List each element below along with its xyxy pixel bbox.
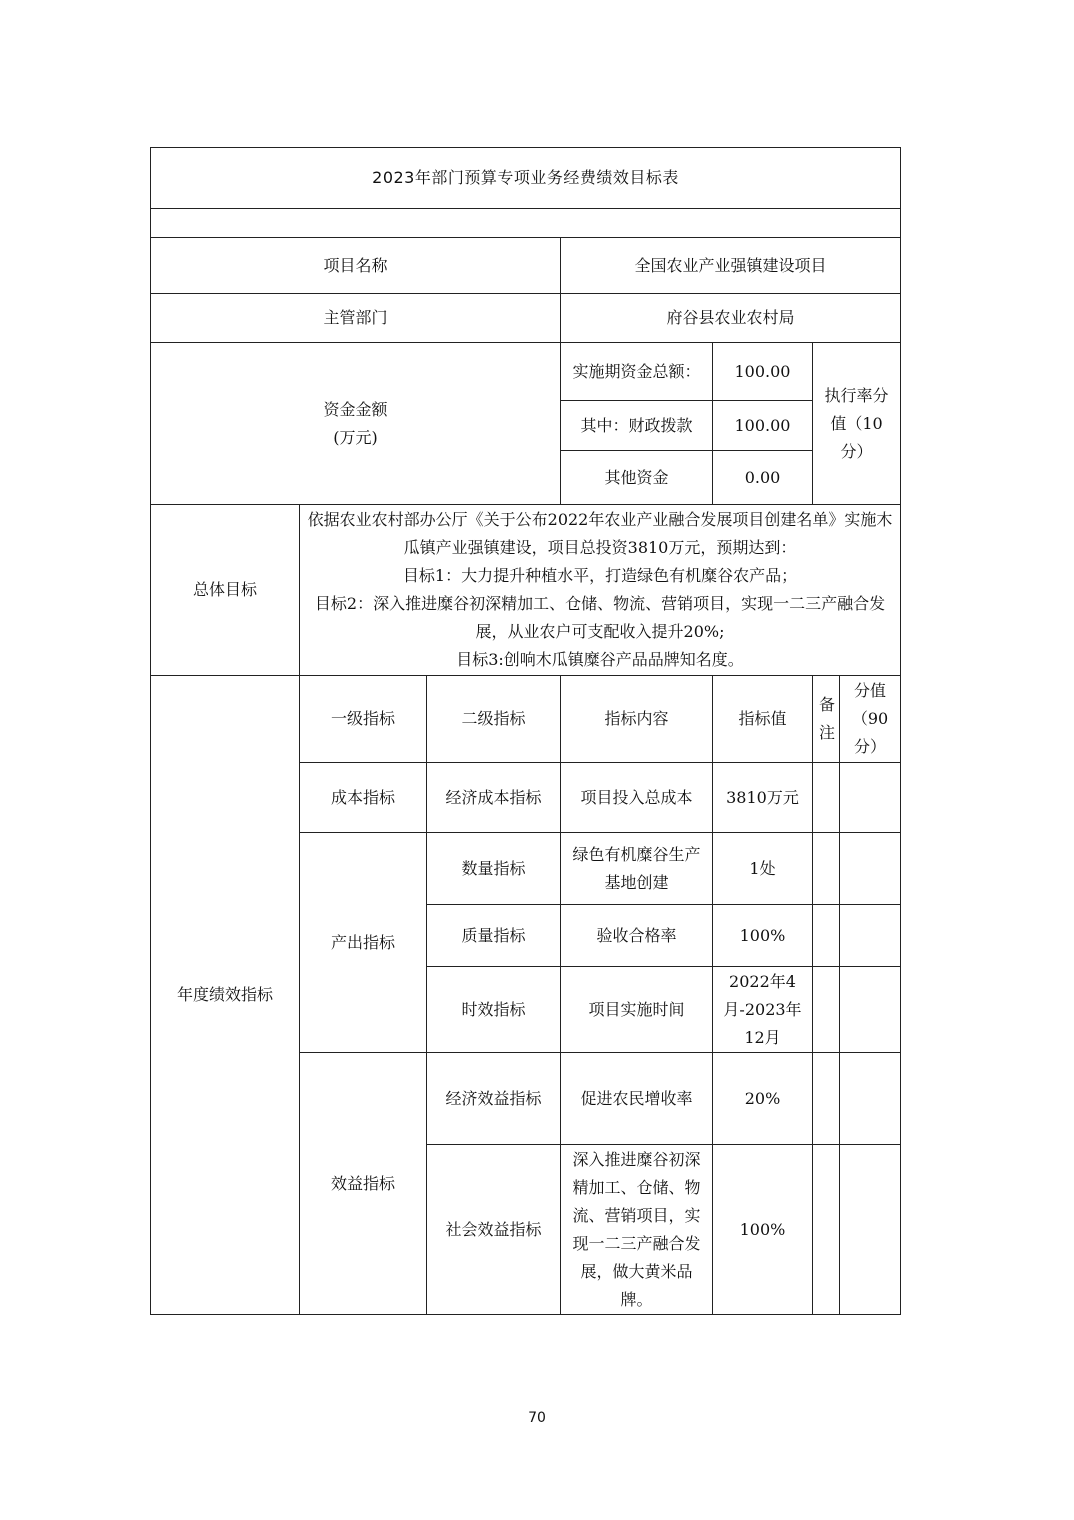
- department-value: 府谷县农业农村局: [561, 294, 901, 343]
- row-quantity-value: 1处: [713, 833, 813, 905]
- goal-2: 目标2：深入推进糜谷初深精加工、仓储、物流、营销项目，实现一二三产融合发展，从业农户可支配收入提升20%;: [314, 594, 886, 641]
- page-number: 70: [528, 1410, 546, 1426]
- row-social-note: [813, 1145, 840, 1315]
- header-value: 指标值: [713, 676, 813, 763]
- row-cost-level1: 成本指标: [300, 763, 427, 833]
- row-output-level1: 产出指标: [300, 833, 427, 1053]
- row-economic-level2: 经济效益指标: [427, 1053, 561, 1145]
- overall-goal-text: [300, 505, 901, 676]
- total-funds-value: 100.00: [713, 343, 813, 401]
- row-timeliness-score: [840, 967, 901, 1053]
- row-economic-note: [813, 1053, 840, 1145]
- goal-1: 目标1：大力提升种植水平，打造绿色有机糜谷农产品；: [402, 566, 798, 585]
- row-quantity-score: [840, 833, 901, 905]
- project-name-label: 项目名称: [151, 238, 561, 294]
- row-economic-value: 20%: [713, 1053, 813, 1145]
- row-cost-level2: 经济成本指标: [427, 763, 561, 833]
- other-funds-label: 其他资金: [561, 451, 713, 505]
- row-quantity-content: 绿色有机糜谷生产基地创建: [561, 833, 713, 905]
- overall-goal-label: 总体目标: [151, 505, 300, 676]
- row-social-score: [840, 1145, 901, 1315]
- row-timeliness-content: 项目实施时间: [561, 967, 713, 1053]
- header-note: 备注: [813, 676, 840, 763]
- row-social-level2: 社会效益指标: [427, 1145, 561, 1315]
- table-title: 2023年部门预算专项业务经费绩效目标表: [151, 148, 901, 209]
- funds-unit: (万元): [333, 427, 378, 447]
- funds-label: [151, 343, 561, 505]
- funds-label-text: 资金金额: [323, 399, 388, 419]
- row-quality-level2: 质量指标: [427, 905, 561, 967]
- row-timeliness-level2: 时效指标: [427, 967, 561, 1053]
- row-social-value: 100%: [713, 1145, 813, 1315]
- goal-intro: 依据农业农村部办公厅《关于公布2022年农业产业融合发展项目创建名单》实施木瓜镇产业强镇建设，项目总投资3810万元，预期达到：: [307, 510, 893, 557]
- header-level1: 一级指标: [300, 676, 427, 763]
- row-benefit-level1: 效益指标: [300, 1053, 427, 1315]
- header-level2: 二级指标: [427, 676, 561, 763]
- row-timeliness-value: 2022年4月-2023年12月: [713, 967, 813, 1053]
- annual-indicators-label: 年度绩效指标: [151, 676, 300, 1315]
- execution-score-label: 执行率分值（10分）: [813, 343, 901, 505]
- header-content: 指标内容: [561, 676, 713, 763]
- department-label: 主管部门: [151, 294, 561, 343]
- goal-3: 目标3:创响木瓜镇糜谷产品品牌知名度。: [456, 650, 744, 669]
- performance-target-table: [150, 147, 901, 1315]
- row-timeliness-note: [813, 967, 840, 1053]
- row-quality-note: [813, 905, 840, 967]
- row-quality-value: 100%: [713, 905, 813, 967]
- row-cost-score: [840, 763, 901, 833]
- row-quantity-note: [813, 833, 840, 905]
- row-quality-score: [840, 905, 901, 967]
- header-score: 分值（90分）: [840, 676, 901, 763]
- total-funds-label: 实施期资金总额：: [561, 343, 713, 401]
- other-funds-value: 0.00: [713, 451, 813, 505]
- fiscal-funds-label: 其中：财政拨款: [561, 401, 713, 451]
- row-cost-note: [813, 763, 840, 833]
- row-economic-score: [840, 1053, 901, 1145]
- row-economic-content: 促进农民增收率: [561, 1053, 713, 1145]
- row-quality-content: 验收合格率: [561, 905, 713, 967]
- row-cost-value: 3810万元: [713, 763, 813, 833]
- project-name-value: 全国农业产业强镇建设项目: [561, 238, 901, 294]
- row-cost-content: 项目投入总成本: [561, 763, 713, 833]
- blank-row: [151, 209, 901, 238]
- fiscal-funds-value: 100.00: [713, 401, 813, 451]
- row-quantity-level2: 数量指标: [427, 833, 561, 905]
- row-social-content: 深入推进糜谷初深精加工、仓储、物流、营销项目，实现一二三产融合发展，做大黄米品牌。: [561, 1145, 713, 1315]
